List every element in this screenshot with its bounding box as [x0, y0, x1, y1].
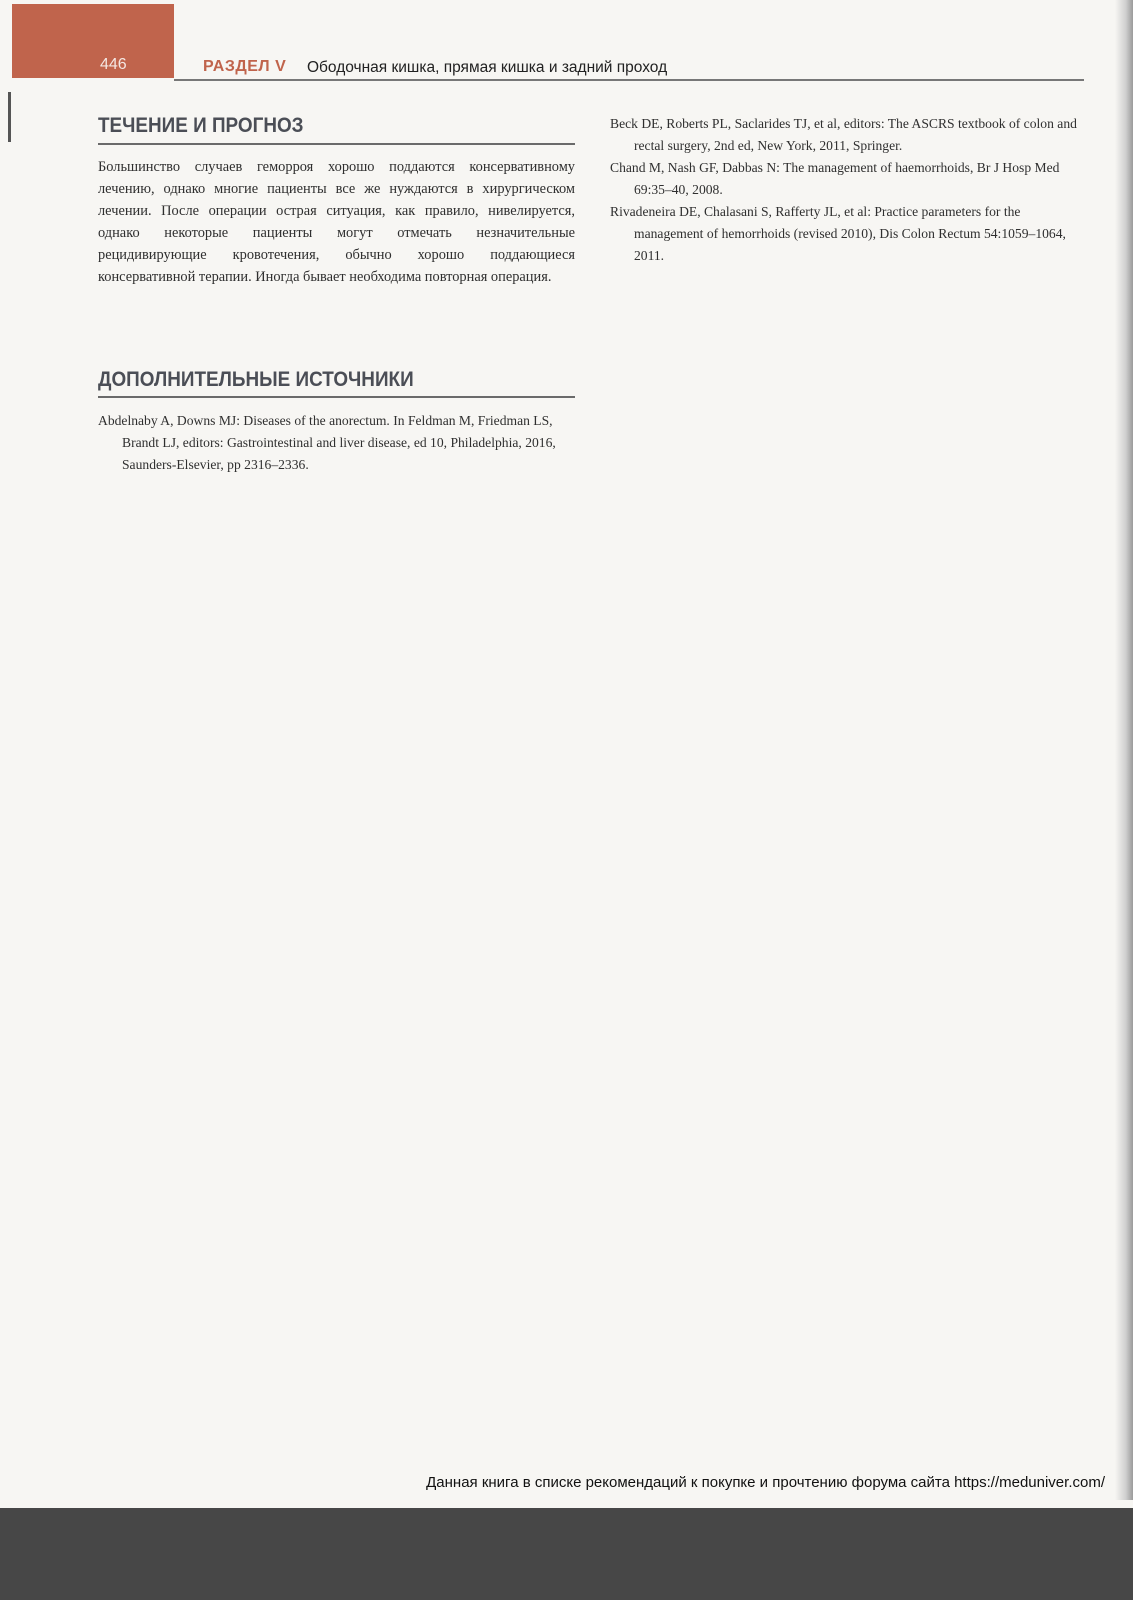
- reference-item: Rivadeneira DE, Chalasani S, Rafferty JL, et al: Practice parameters for the management of hemorrhoids (revised 2010), Dis Colon Rectum 54:1059–1064, 2011.: [610, 204, 1066, 263]
- section-label: РАЗДЕЛ V: [203, 58, 287, 75]
- bottom-band: [0, 1508, 1133, 1600]
- footer-note: Данная книга в списке рекомендаций к покупке и прочтению форума сайта https://meduniver.com/: [426, 1474, 1105, 1491]
- header-divider: [174, 79, 1084, 81]
- references-heading-rule: [98, 396, 575, 398]
- reference-list-right: [610, 113, 1088, 267]
- references-heading: ДОПОЛНИТЕЛЬНЫЕ ИСТОЧНИКИ: [98, 368, 414, 391]
- page-edge-shadow: [1115, 0, 1133, 1500]
- margin-rule: [8, 92, 11, 142]
- section-title: Ободочная кишка, прямая кишка и задний проход: [307, 59, 668, 76]
- prognosis-heading: ТЕЧЕНИЕ И ПРОГНОЗ: [98, 114, 304, 137]
- page-number-tab: [12, 4, 174, 78]
- page-number: 446: [100, 56, 127, 73]
- prognosis-heading-rule: [98, 143, 575, 145]
- prognosis-paragraph: Большинство случаев геморроя хорошо поддаются консервативному лечению, однако многие пациенты все же нуждаются в хирургическом лечении. После операции острая ситуация, как правило, нивелируется, однако некоторые пациенты могут отмечать незначительные рецидивирующие кровотечения, обычно хорошо поддающиеся консервативной терапии. Иногда бывает необходима повторная операция.: [98, 159, 575, 285]
- reference-item: Abdelnaby A, Downs MJ: Diseases of the anorectum. In Feldman M, Friedman LS, Brandt LJ, editors: Gastrointestinal and liver disease, ed 10, Philadelphia, 2016, Saunders-Elsevier, pp 2316–2336.: [98, 413, 556, 472]
- reference-item: Chand M, Nash GF, Dabbas N: The management of haemorrhoids, Br J Hosp Med 69:35–40, 2008.: [610, 160, 1060, 197]
- reference-item: Beck DE, Roberts PL, Saclarides TJ, et al, editors: The ASCRS textbook of colon and rectal surgery, 2nd ed, New York, 2011, Springer.: [610, 116, 1077, 153]
- reference-list-left: [98, 410, 578, 476]
